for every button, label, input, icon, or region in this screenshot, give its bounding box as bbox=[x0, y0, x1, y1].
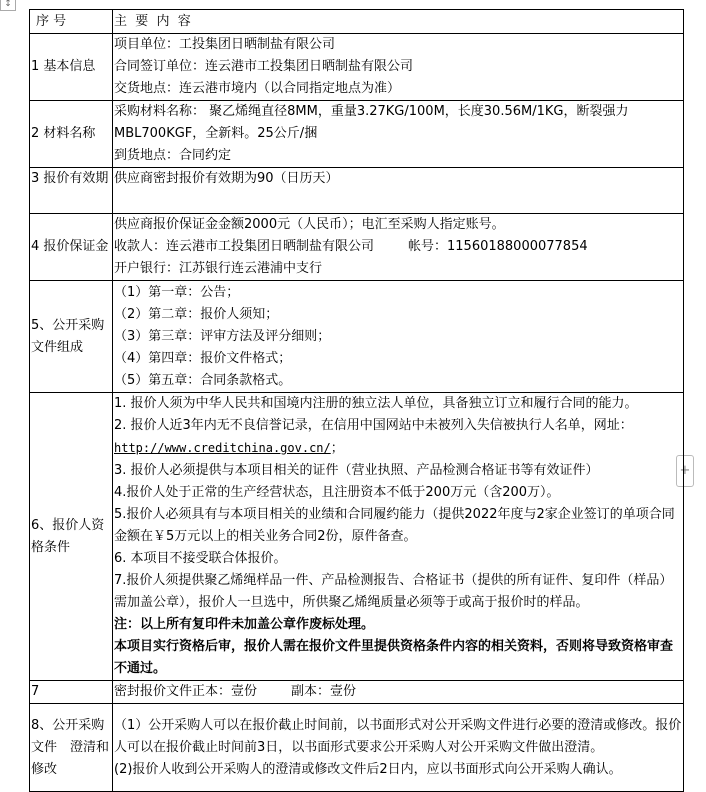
text-line: 供应商报价保证金金额2000元（人民币）；电汇至采购人指定账号。 bbox=[114, 217, 505, 232]
table-header-row bbox=[30, 10, 684, 34]
list-item: （1）第一章：公告； bbox=[114, 284, 240, 300]
text-line: 开户银行：江苏银行连云港浦中支行 bbox=[114, 261, 323, 276]
list-item: （3）第三章：评审方法及评分细则； bbox=[114, 328, 331, 344]
table-row bbox=[30, 214, 684, 281]
account-number: 帐号：11560188000077854 bbox=[408, 239, 588, 254]
row-content bbox=[113, 101, 684, 168]
table-row bbox=[30, 281, 684, 393]
list-item: （2）第二章：报价人须知； bbox=[114, 306, 279, 322]
table-row bbox=[30, 168, 684, 214]
row-label: 4 报价保证金 bbox=[30, 214, 113, 281]
list-item: 4.报价人处于正常的生产经营状态，且注册资本不低于200万元（含200万）。 bbox=[114, 485, 560, 500]
procurement-table bbox=[29, 9, 684, 792]
list-item: （4）第四章：报价文件格式； bbox=[114, 350, 292, 366]
list-item: (2)报价人收到公开采购人的澄清或修改文件后2日内，应以书面形式向公开采购人确认。 bbox=[114, 761, 622, 777]
row-content bbox=[113, 281, 684, 393]
list-item: 2. 报价人近3年内无不良信誉记录，在信用中国网站中未被列入失信被执行人名单，网址： bbox=[114, 418, 633, 433]
list-item: 6. 本项目不接受联合体报价。 bbox=[114, 551, 287, 566]
text-line: 供应商密封报价有效期为90（日历天） bbox=[114, 171, 339, 186]
text-line: 到货地点：合同约定 bbox=[114, 148, 232, 163]
table-row bbox=[30, 393, 684, 681]
row-content bbox=[113, 681, 684, 704]
add-button[interactable]: + bbox=[676, 455, 694, 487]
row-label: 6、报价人资格条件 bbox=[30, 393, 113, 681]
text-line: 交货地点：连云港市境内（以合同指定地点为准） bbox=[114, 81, 401, 96]
text-line bbox=[114, 236, 683, 258]
punctuation: ； bbox=[330, 441, 344, 456]
row-label: 7 bbox=[30, 681, 113, 704]
header-seq: 序 号 bbox=[30, 10, 113, 34]
row-content bbox=[113, 34, 684, 101]
text-line: 项目单位：工投集团日晒制盐有限公司 bbox=[114, 37, 336, 52]
table-row bbox=[30, 704, 684, 792]
row-label: 1 基本信息 bbox=[30, 34, 113, 101]
text-line: 合同签订单位：连云港市工投集团日晒制盐有限公司 bbox=[114, 59, 414, 74]
text-line bbox=[114, 437, 683, 460]
duplicate-copies: 副本：壹份 bbox=[291, 684, 357, 699]
creditchina-link[interactable]: http://www.creditchina.gov.cn/ bbox=[114, 441, 331, 455]
table-move-handle-icon[interactable]: ↕ bbox=[0, 0, 16, 11]
list-item: （1）公开采购人可以在报价截止时间前，以书面形式对公开采购文件进行必要的澄清或修改。报价人可以在报价截止时间前3日，以书面形式要求公开采购人对公开采购文件做出澄清。 bbox=[114, 717, 682, 755]
row-label: 2 材料名称 bbox=[30, 101, 113, 168]
list-item: （5）第五章：合同条款格式。 bbox=[114, 372, 292, 388]
row-label: 3 报价有效期 bbox=[30, 168, 113, 214]
list-item: 1. 报价人须为中华人民共和国境内注册的独立法人单位，具备独立订立和履行合同的能力。 bbox=[114, 396, 638, 411]
original-copies: 密封报价文件正本：壹份 bbox=[114, 684, 258, 699]
table-row bbox=[30, 101, 684, 168]
bold-note: 本项目实行资格后审，报价人需在报价文件里提供资格条件内容的相关资料，否则将导致资格审查不通过。 bbox=[114, 639, 674, 676]
list-item: 7.报价人须提供聚乙烯绳样品一件、产品检测报告、合格证书（提供的所有证件、复印件（样品）需加盖公章），报价人一旦选中，所供聚乙烯绳质量必须等于或高于报价时的样品。 bbox=[114, 573, 673, 610]
table-row bbox=[30, 34, 684, 101]
list-item: 3. 报价人必须提供与本项目相关的证件（营业执照、产品检测合格证书等有效证件） bbox=[114, 463, 599, 478]
list-item: 5.报价人必须具有与本项目相关的业绩和合同履约能力（提供2022年度与2家企业签订的单项合同金额在￥5万元以上的相关业务合同2份，原件备查。 bbox=[114, 507, 675, 544]
payee: 收款人：连云港市工投集团日晒制盐有限公司 bbox=[114, 239, 375, 254]
row-label: 5、公开采购文件组成 bbox=[30, 281, 113, 393]
table-row bbox=[30, 681, 684, 704]
row-content bbox=[113, 168, 684, 214]
text-line: 采购材料名称： 聚乙烯绳直径8MM，重量3.27KG/100M，长度30.56M/1KG，断裂强力MBL700KGF，全新料。25公斤/捆 bbox=[114, 104, 629, 141]
row-content bbox=[113, 704, 684, 792]
row-label: 8、公开采购文件 澄清和修改 bbox=[30, 704, 113, 792]
note: 注：以上所有复印件未加盖公章作废标处理。 bbox=[114, 617, 375, 632]
row-content bbox=[113, 214, 684, 281]
header-content: 主 要 内 容 bbox=[113, 10, 684, 34]
row-content bbox=[113, 393, 684, 681]
